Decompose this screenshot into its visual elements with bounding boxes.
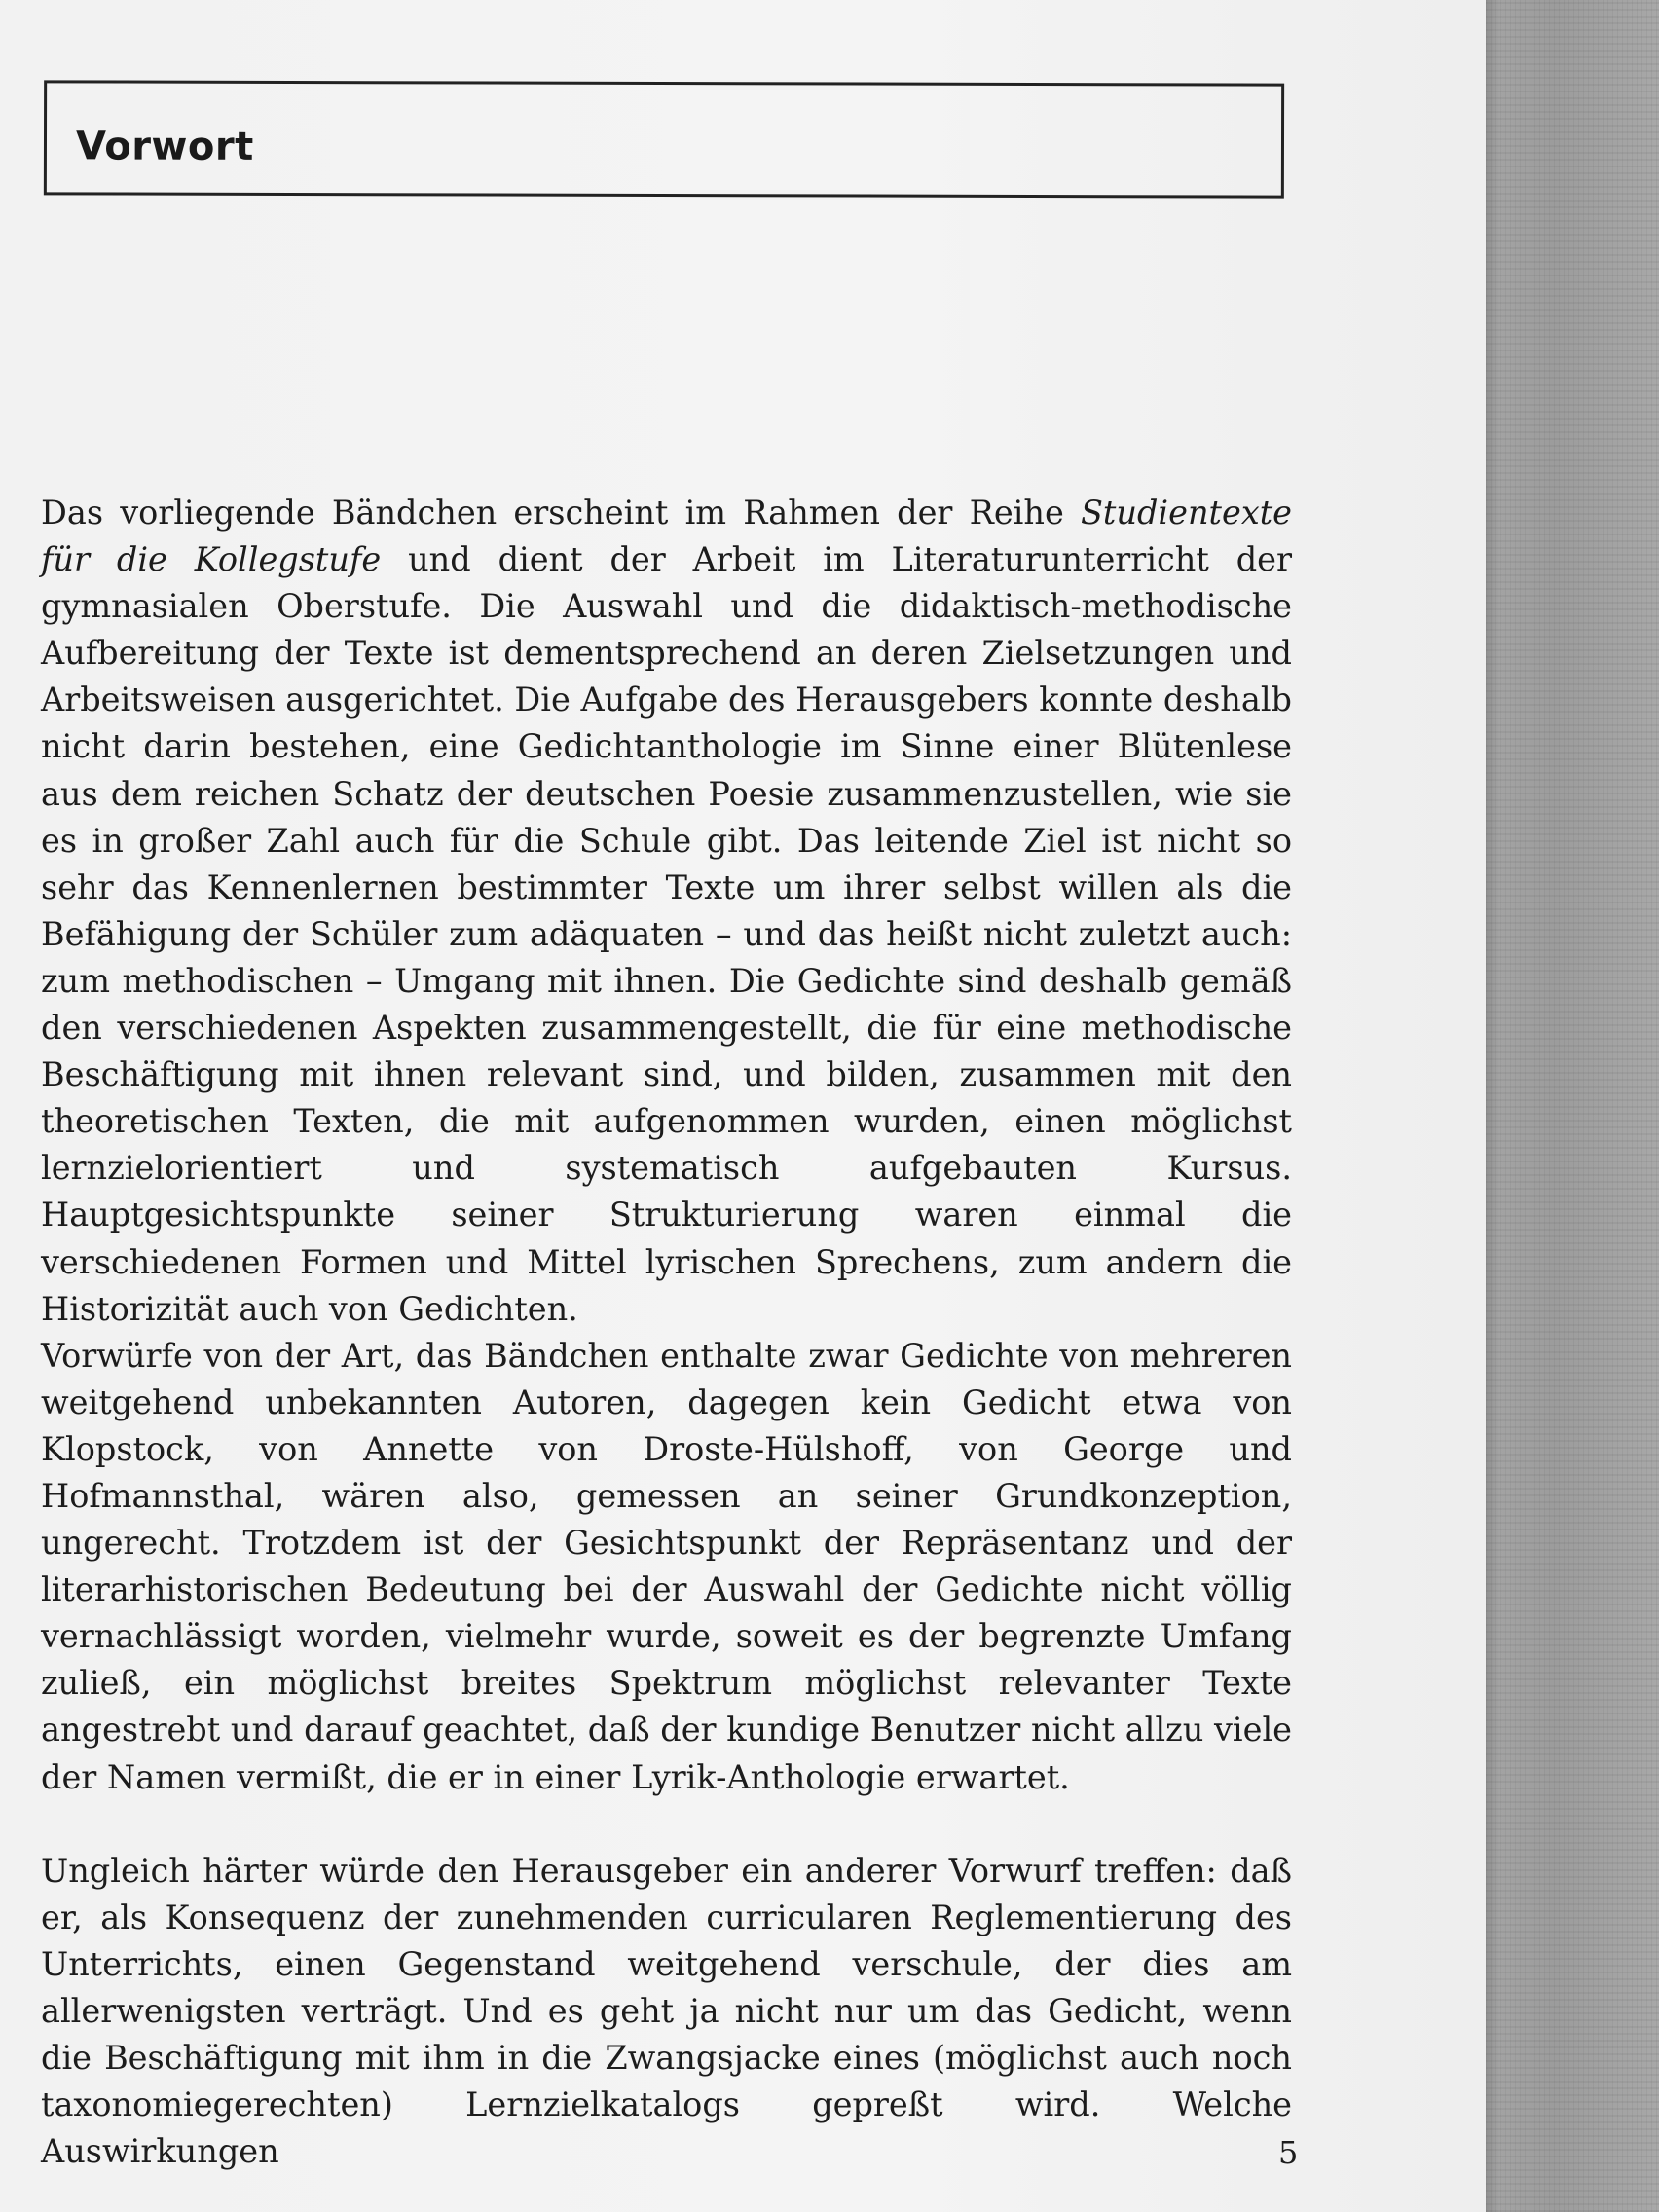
heading-box bbox=[44, 80, 1284, 198]
page-number: 5 bbox=[1278, 2134, 1299, 2171]
paragraph-3: Ungleich härter würde den Herausgeber ein anderer Vorwurf treffen: daß er, als Konsequenz der zunehmenden curricularen Reglementierung des Unterrichts, einen Gegenstand weitgehend verschule, der dies am allerwenigsten verträgt. Und es geht ja nicht nur um das Gedicht, wenn die Beschäftigung mit ihm in die Zwangsjacke eines (möglichst auch noch taxonomiegerechten) Lernzielkatalogs gepreßt wird. Welche Auswirkungen bbox=[41, 1851, 1292, 2171]
page-title: Vorwort bbox=[75, 124, 254, 169]
paragraph-1-start: Das vorliegende Bändchen erscheint im Rahmen der Reihe bbox=[41, 494, 1081, 532]
paragraph-1-rest: und dient der Arbeit im Literaturunterricht der gymnasialen Oberstufe. Die Auswahl und die didaktisch-methodische Aufbereitung der Texte ist dementsprechend an deren Zielsetzungen und Arbeitsweisen ausgerichtet. Die Aufgabe des Herausgebers konnte deshalb nicht darin bestehen, eine Gedichtanthologie im Sinne einer Blütenlese aus dem reichen Schatz der deutschen Poesie zusammenzustellen, wie sie es in großer Zahl auch für die Schule gibt. Das leitende Ziel ist nicht so sehr das Kennenlernen bestimmter Texte um ihrer selbst willen als die Befähigung der Schüler zum adäquaten – und das heißt nicht zuletzt auch: zum methodischen – Umgang mit ihnen. Die Gedichte sind deshalb gemäß den verschiedenen Aspekten zusammengestellt, die für eine methodische Beschäftigung mit ihnen relevant sind, und bilden, zusammen mit den theoretischen Texten, die mit aufgenommen wurden, einen möglichst lernzielorientiert und systematisch aufgebauten Kursus. Hauptgesichtspunkte seiner Strukturierung waren einmal die verschiedenen Formen und Mittel lyrischen Sprechens, zum andern die Historizität auch von Gedichten. bbox=[41, 540, 1292, 1328]
series-title: Studientexte für die Kollegstufe bbox=[41, 494, 1292, 579]
body-text bbox=[41, 490, 1292, 2175]
paragraph-2: Vorwürfe von der Art, das Bändchen enthalte zwar Gedichte von mehreren weitgehend unbekannten Autoren, dagegen kein Gedicht etwa von Klopstock, von Annette von Droste-Hülshoff, von George und Hofmannsthal, wären also, gemessen an seiner Grundkonzeption, ungerecht. Trotzdem ist der Gesichtspunkt der Repräsentanz und der literarhistorischen Bedeutung bei der Auswahl der Gedichte nicht völlig vernachlässigt worden, vielmehr wurde, soweit es der begrenzte Umfang zuließ, ein möglichst breites Spektrum möglichst relevanter Texte angestrebt und darauf geachtet, daß der kundige Benutzer nicht allzu viele der Namen vermißt, die er in einer Lyrik-Anthologie erwartet. bbox=[41, 1336, 1292, 1796]
paragraph-gap bbox=[41, 1801, 1292, 1848]
paragraph-1 bbox=[41, 490, 1292, 1333]
adjacent-page-shadow bbox=[1486, 0, 1659, 2212]
